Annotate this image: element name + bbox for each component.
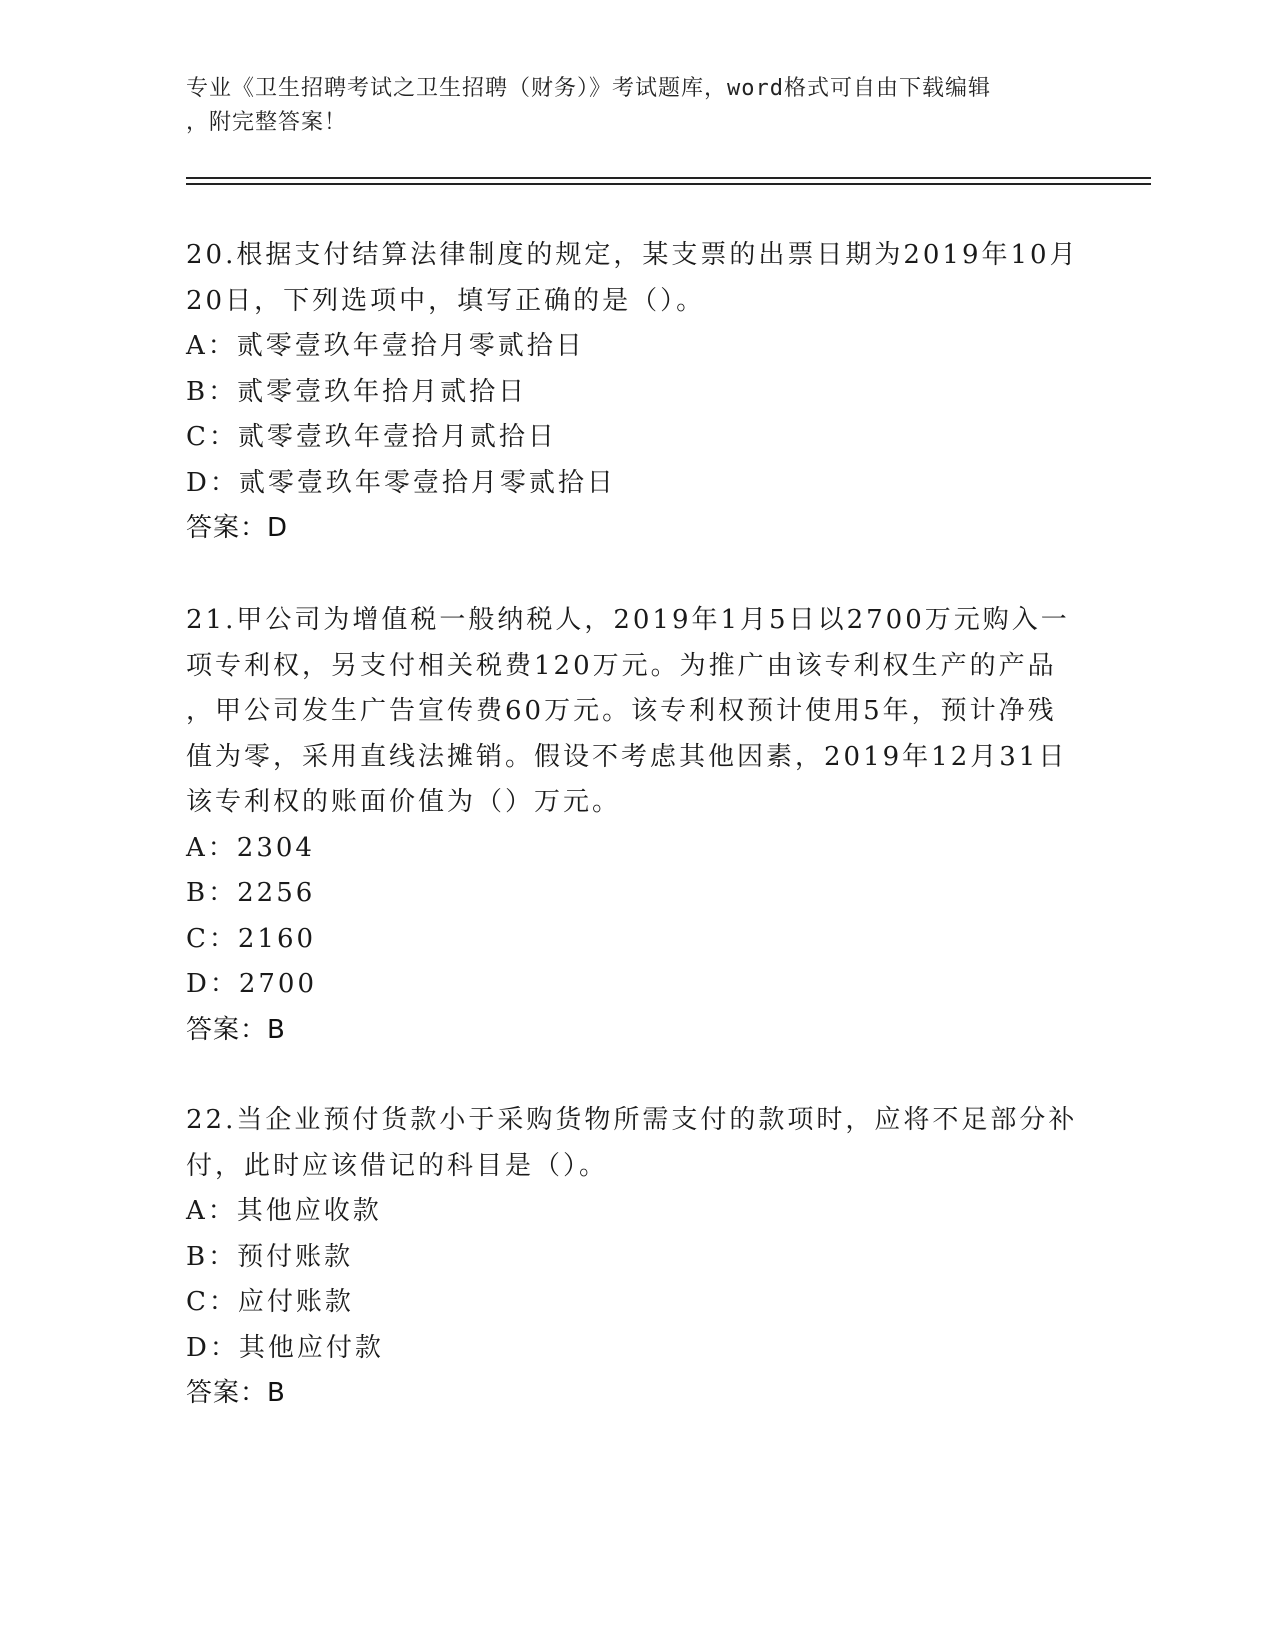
question-22 bbox=[186, 1098, 1086, 1417]
answer-label: 答案：B bbox=[186, 1378, 286, 1408]
question-text-line: 22.当企业预付货款小于采购货物所需支付的款项时，应将不足部分补 bbox=[186, 1105, 1078, 1135]
question-text-line: 值为零，采用直线法摊销。假设不考虑其他因素，2019年12月31日 bbox=[186, 741, 1068, 772]
question-text-line: 项专利权，另支付相关税费120万元。为推广由该专利权生产的产品 bbox=[186, 650, 1057, 681]
question-text-line: 付，此时应该借记的科目是（）。 bbox=[186, 1150, 609, 1181]
option-c: C：应付账款 bbox=[186, 1287, 354, 1317]
question-21 bbox=[186, 598, 1086, 1053]
option-b: B：2256 bbox=[186, 878, 316, 908]
header-title-line-1: 专业《卫生招聘考试之卫生招聘（财务）》考试题库，word格式可自由下载编辑 bbox=[186, 76, 991, 101]
option-c: C：贰零壹玖年壹拾月贰拾日 bbox=[186, 422, 557, 452]
answer-label: 答案：D bbox=[186, 513, 289, 543]
question-text-line: 20.根据支付结算法律制度的规定，某支票的出票日期为2019年10月 bbox=[186, 240, 1079, 270]
header-title-line-2: ，附完整答案！ bbox=[186, 110, 348, 135]
question-text-line: ，甲公司发生广告宣传费60万元。该专利权预计使用5年，预计净残 bbox=[186, 696, 1057, 726]
option-b: B：贰零壹玖年拾月贰拾日 bbox=[186, 376, 528, 407]
answer-label: 答案：B bbox=[186, 1014, 286, 1045]
question-20 bbox=[186, 233, 1086, 552]
option-a: A：贰零壹玖年壹拾月零贰拾日 bbox=[186, 331, 585, 361]
option-d: D：其他应付款 bbox=[186, 1332, 384, 1363]
question-text-line: 21.甲公司为增值税一般纳税人，2019年1月5日以2700万元购入一 bbox=[186, 605, 1070, 635]
question-text-line: 该专利权的账面价值为（）万元。 bbox=[186, 787, 622, 817]
option-a: A：其他应收款 bbox=[186, 1196, 382, 1226]
document-header bbox=[186, 72, 1066, 140]
header-divider-bottom bbox=[186, 183, 1151, 185]
question-text-line: 20日，下列选项中，填写正确的是（）。 bbox=[186, 285, 706, 316]
option-a: A：2304 bbox=[186, 832, 315, 863]
option-d: D：2700 bbox=[186, 969, 318, 999]
option-d: D：贰零壹玖年零壹拾月零贰拾日 bbox=[186, 467, 616, 498]
option-c: C：2160 bbox=[186, 923, 317, 954]
option-b: B：预付账款 bbox=[186, 1241, 354, 1272]
header-divider-top bbox=[186, 177, 1151, 179]
